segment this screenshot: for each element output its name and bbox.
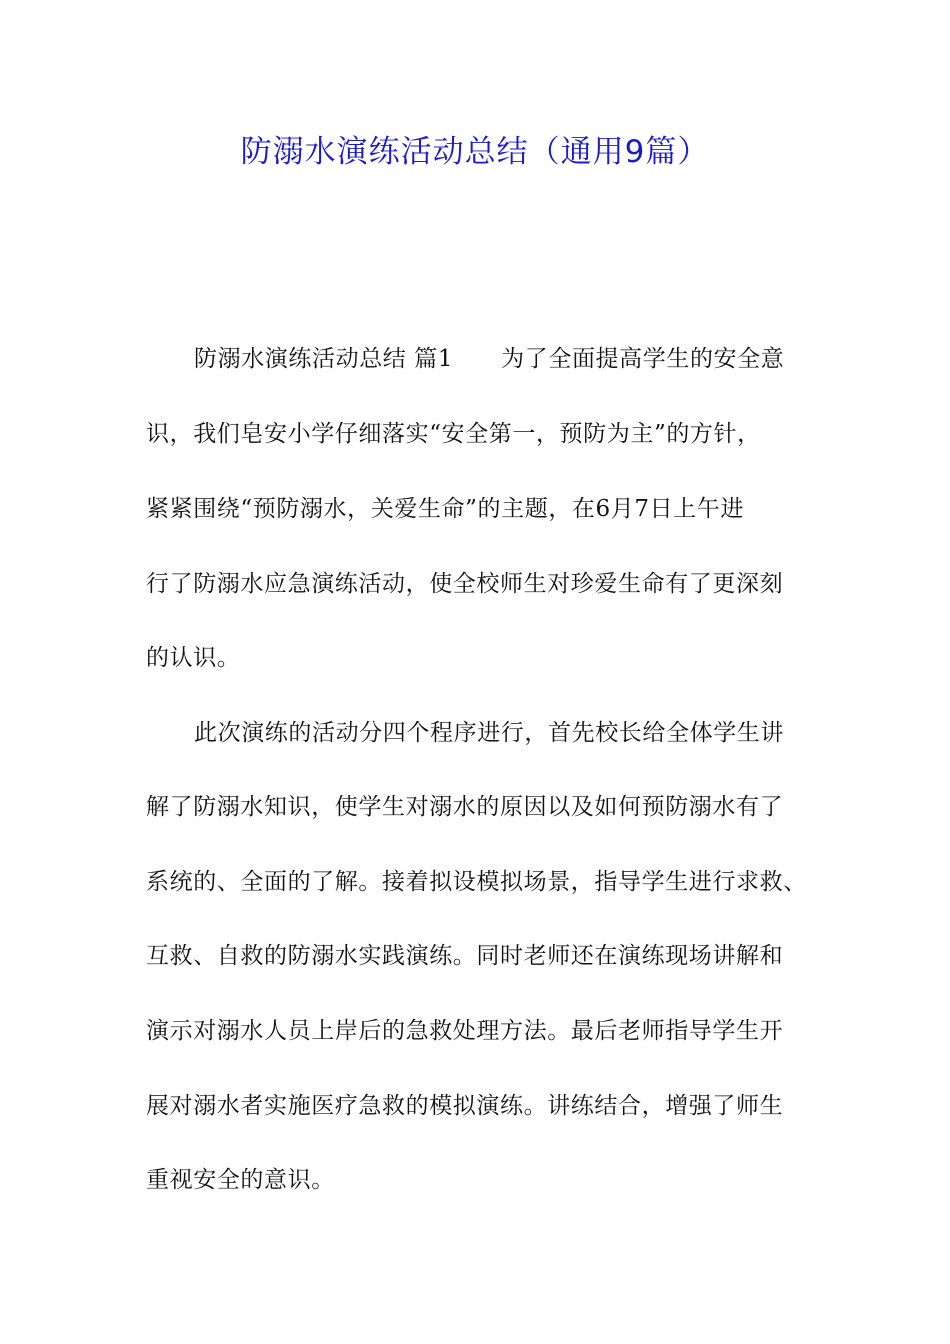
paragraph-2-line-7: 重视安全的意识。 — [146, 1167, 335, 1193]
paragraph-1-line-4: 行了防溺水应急演练活动，使全校师生对珍爱生命有了更深刻 — [146, 571, 784, 597]
section-heading: 防溺水演练活动总结 篇1 — [194, 346, 454, 372]
paragraph-2-line-6: 展对溺水者实施医疗急救的模拟演练。讲练结合，增强了师生 — [146, 1093, 784, 1119]
paragraph-2-line-2: 解了防溺水知识，使学生对溺水的原因以及如何预防溺水有了 — [146, 794, 784, 820]
paragraph-1-line-1-text: 为了全面提高学生的安全意 — [501, 346, 785, 372]
paragraph-2-line-4: 互救、自救的防溺水实践演练。同时老师还在演练现场讲解和 — [146, 943, 784, 969]
paragraph-1-line-2: 识，我们皂安小学仔细落实“安全第一，预防为主”的方针， — [146, 421, 761, 447]
document-title: 防溺水演练活动总结（通用9篇） — [240, 134, 710, 170]
paragraph-2-line-1: 此次演练的活动分四个程序进行，首先校长给全体学生讲 — [194, 720, 784, 746]
paragraph-2-line-5: 演示对溺水人员上岸后的急救处理方法。最后老师指导学生开 — [146, 1018, 784, 1044]
paragraph-2-line-3: 系统的、全面的了解。接着拟设模拟场景，指导学生进行求救、 — [146, 869, 807, 895]
paragraph-1-line-5: 的认识。 — [146, 645, 241, 671]
paragraph-1-line-3: 紧紧围绕“预防溺水，关爱生命”的主题，在6月7日上午进 — [146, 496, 744, 522]
paragraph-1-line-1 — [194, 342, 874, 376]
